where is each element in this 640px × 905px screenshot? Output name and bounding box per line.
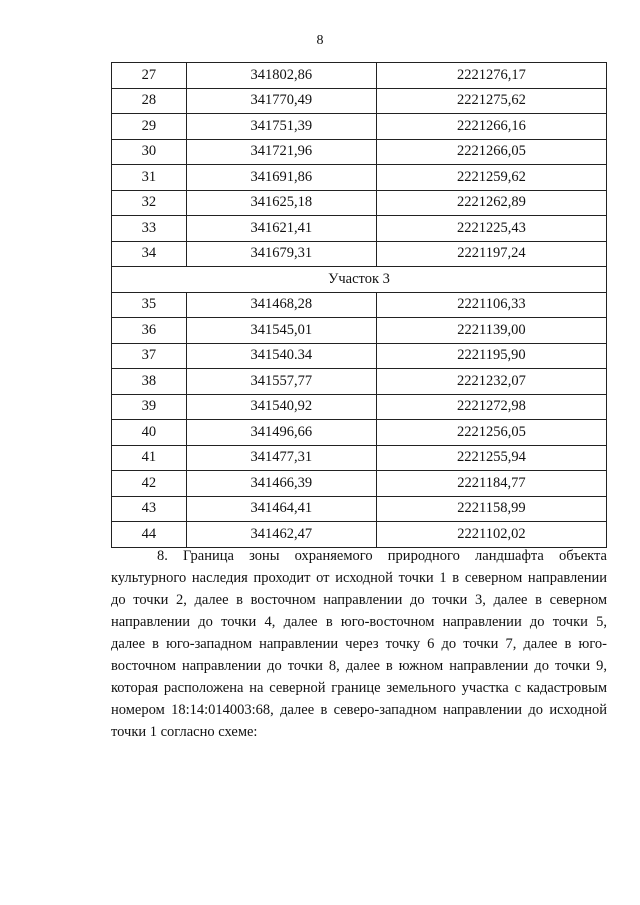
page-number: 8 — [316, 33, 324, 48]
paragraph-line: номером 18:14:014003:68, далее в северо-западном направлении до исходной — [111, 702, 607, 718]
coord-x: 341557,77 — [186, 369, 376, 395]
coordinates-table — [111, 62, 607, 548]
table-row — [112, 63, 607, 89]
table-row — [112, 241, 607, 267]
point-number: 31 — [112, 165, 187, 191]
coord-y: 2221139,00 — [376, 318, 606, 344]
point-number: 38 — [112, 369, 187, 395]
section-row — [112, 267, 607, 293]
coord-y: 2221259,62 — [376, 165, 606, 191]
point-number: 36 — [112, 318, 187, 344]
point-number: 32 — [112, 190, 187, 216]
point-number: 28 — [112, 88, 187, 114]
paragraph-line: культурного наследия проходит от исходной точки 1 в северном направлении — [111, 570, 607, 586]
table-row — [112, 420, 607, 446]
table-row — [112, 445, 607, 471]
point-number: 44 — [112, 522, 187, 548]
coord-x: 341468,28 — [186, 292, 376, 318]
coord-y: 2221276,17 — [376, 63, 606, 89]
coord-y: 2221262,89 — [376, 190, 606, 216]
coord-x: 341466,39 — [186, 471, 376, 497]
coord-y: 2221232,07 — [376, 369, 606, 395]
point-number: 42 — [112, 471, 187, 497]
paragraph-line: восточном направлении до точки 8, далее в южном направлении до точки 9, — [111, 658, 607, 674]
coord-x: 341545,01 — [186, 318, 376, 344]
table-row — [112, 343, 607, 369]
point-number: 33 — [112, 216, 187, 242]
table-row — [112, 114, 607, 140]
coord-x: 341477,31 — [186, 445, 376, 471]
paragraph-line: направлении до точки 4, далее в юго-восточном направлении до точки 5, — [111, 614, 607, 630]
point-number: 41 — [112, 445, 187, 471]
table-row — [112, 190, 607, 216]
coord-y: 2221197,24 — [376, 241, 606, 267]
table-row — [112, 216, 607, 242]
table-row — [112, 88, 607, 114]
coord-y: 2221102,02 — [376, 522, 606, 548]
coord-x: 341496,66 — [186, 420, 376, 446]
coord-x: 341464,41 — [186, 496, 376, 522]
table-row — [112, 139, 607, 165]
coord-x: 341621,41 — [186, 216, 376, 242]
table-row — [112, 369, 607, 395]
coord-y: 2221158,99 — [376, 496, 606, 522]
point-number: 35 — [112, 292, 187, 318]
paragraph-line: далее в юго-западном направлении через точку 6 до точки 7, далее в юго- — [111, 636, 607, 652]
paragraph-line: 8. Граница зоны охраняемого природного ландшафта объекта — [157, 548, 607, 564]
paragraph-line: до точки 2, далее в восточном направлении до точки 3, далее в северном — [111, 592, 607, 608]
paragraph-line: которая расположена на северной границе земельного участка с кадастровым — [111, 680, 607, 696]
coord-y: 2221275,62 — [376, 88, 606, 114]
coord-y: 2221266,05 — [376, 139, 606, 165]
table-row — [112, 522, 607, 548]
coord-x: 341691,86 — [186, 165, 376, 191]
table-row — [112, 496, 607, 522]
table-row — [112, 318, 607, 344]
boundary-description-paragraph — [111, 545, 607, 743]
point-number: 29 — [112, 114, 187, 140]
point-number: 40 — [112, 420, 187, 446]
coord-y: 2221225,43 — [376, 216, 606, 242]
table-row — [112, 471, 607, 497]
paragraph-line: точки 1 согласно схеме: — [111, 724, 258, 740]
coord-y: 2221184,77 — [376, 471, 606, 497]
coord-x: 341751,39 — [186, 114, 376, 140]
point-number: 34 — [112, 241, 187, 267]
coord-x: 341625,18 — [186, 190, 376, 216]
point-number: 27 — [112, 63, 187, 89]
table-row — [112, 292, 607, 318]
coord-y: 2221272,98 — [376, 394, 606, 420]
section-label: Участок 3 — [112, 267, 607, 293]
coord-y: 2221255,94 — [376, 445, 606, 471]
point-number: 43 — [112, 496, 187, 522]
table-row — [112, 394, 607, 420]
coord-x: 341770,49 — [186, 88, 376, 114]
coord-x: 341540.34 — [186, 343, 376, 369]
coord-y: 2221256,05 — [376, 420, 606, 446]
coord-y: 2221195,90 — [376, 343, 606, 369]
coord-x: 341462,47 — [186, 522, 376, 548]
point-number: 30 — [112, 139, 187, 165]
coord-x: 341721,96 — [186, 139, 376, 165]
coord-y: 2221266,16 — [376, 114, 606, 140]
coord-y: 2221106,33 — [376, 292, 606, 318]
coord-x: 341540,92 — [186, 394, 376, 420]
point-number: 39 — [112, 394, 187, 420]
table-row — [112, 165, 607, 191]
coord-x: 341802,86 — [186, 63, 376, 89]
point-number: 37 — [112, 343, 187, 369]
coord-x: 341679,31 — [186, 241, 376, 267]
